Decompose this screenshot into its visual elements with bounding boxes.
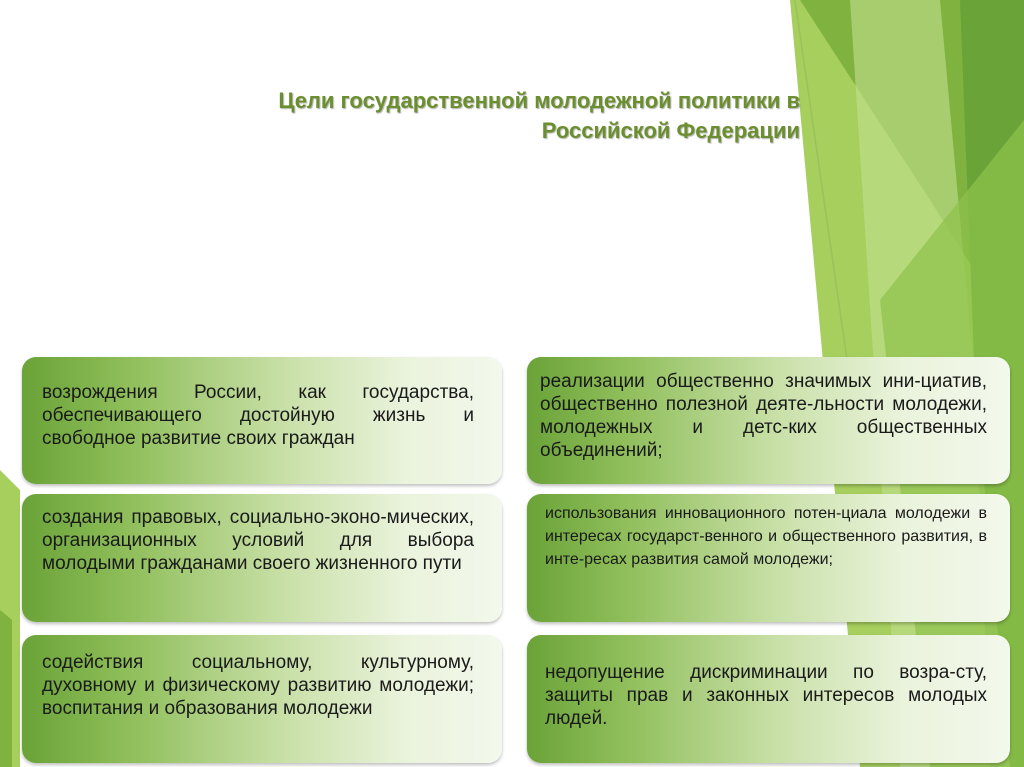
goal-card-right-3 bbox=[527, 635, 1010, 763]
goal-text: возрождения России, как государства, обеспечивающего достойную жизнь и свободное развитие своих граждан bbox=[42, 382, 474, 449]
goal-card-right-1 bbox=[527, 357, 1010, 484]
goal-card-left-3 bbox=[22, 635, 502, 763]
goal-card-left-1 bbox=[22, 357, 502, 484]
goal-text: недопущение дискриминации по возра-сту, защиты прав и законных интересов молодых людей. bbox=[545, 662, 987, 729]
title-line-2: Российской Федерации bbox=[541, 118, 800, 143]
goal-text: использования инновационного потен-циала молодежи в интересах государст-венного и общественного развития, в инте-ресах развития самой молодежи; bbox=[545, 505, 987, 568]
page-title bbox=[120, 86, 800, 146]
goal-text: создания правовых, социально-эконо-мических, организационных условий для выбора молодыми гражданами своего жизненного пути bbox=[42, 507, 474, 574]
goal-card-right-2 bbox=[527, 494, 1010, 622]
bg-shape-left-dark bbox=[0, 610, 12, 767]
title-line-1: Цели государственной молодежной политики в bbox=[278, 88, 800, 113]
goal-card-left-2 bbox=[22, 494, 502, 622]
goal-text: реализации общественно значимых ини-циатив, общественно полезной деяте-льности молодежи, молодежных и детс-ких общественных объединений; bbox=[540, 371, 987, 461]
goal-text: содействия социальному, культурному, духовному и физическому развитию молодежи; воспитания и образования молодежи bbox=[42, 652, 474, 719]
